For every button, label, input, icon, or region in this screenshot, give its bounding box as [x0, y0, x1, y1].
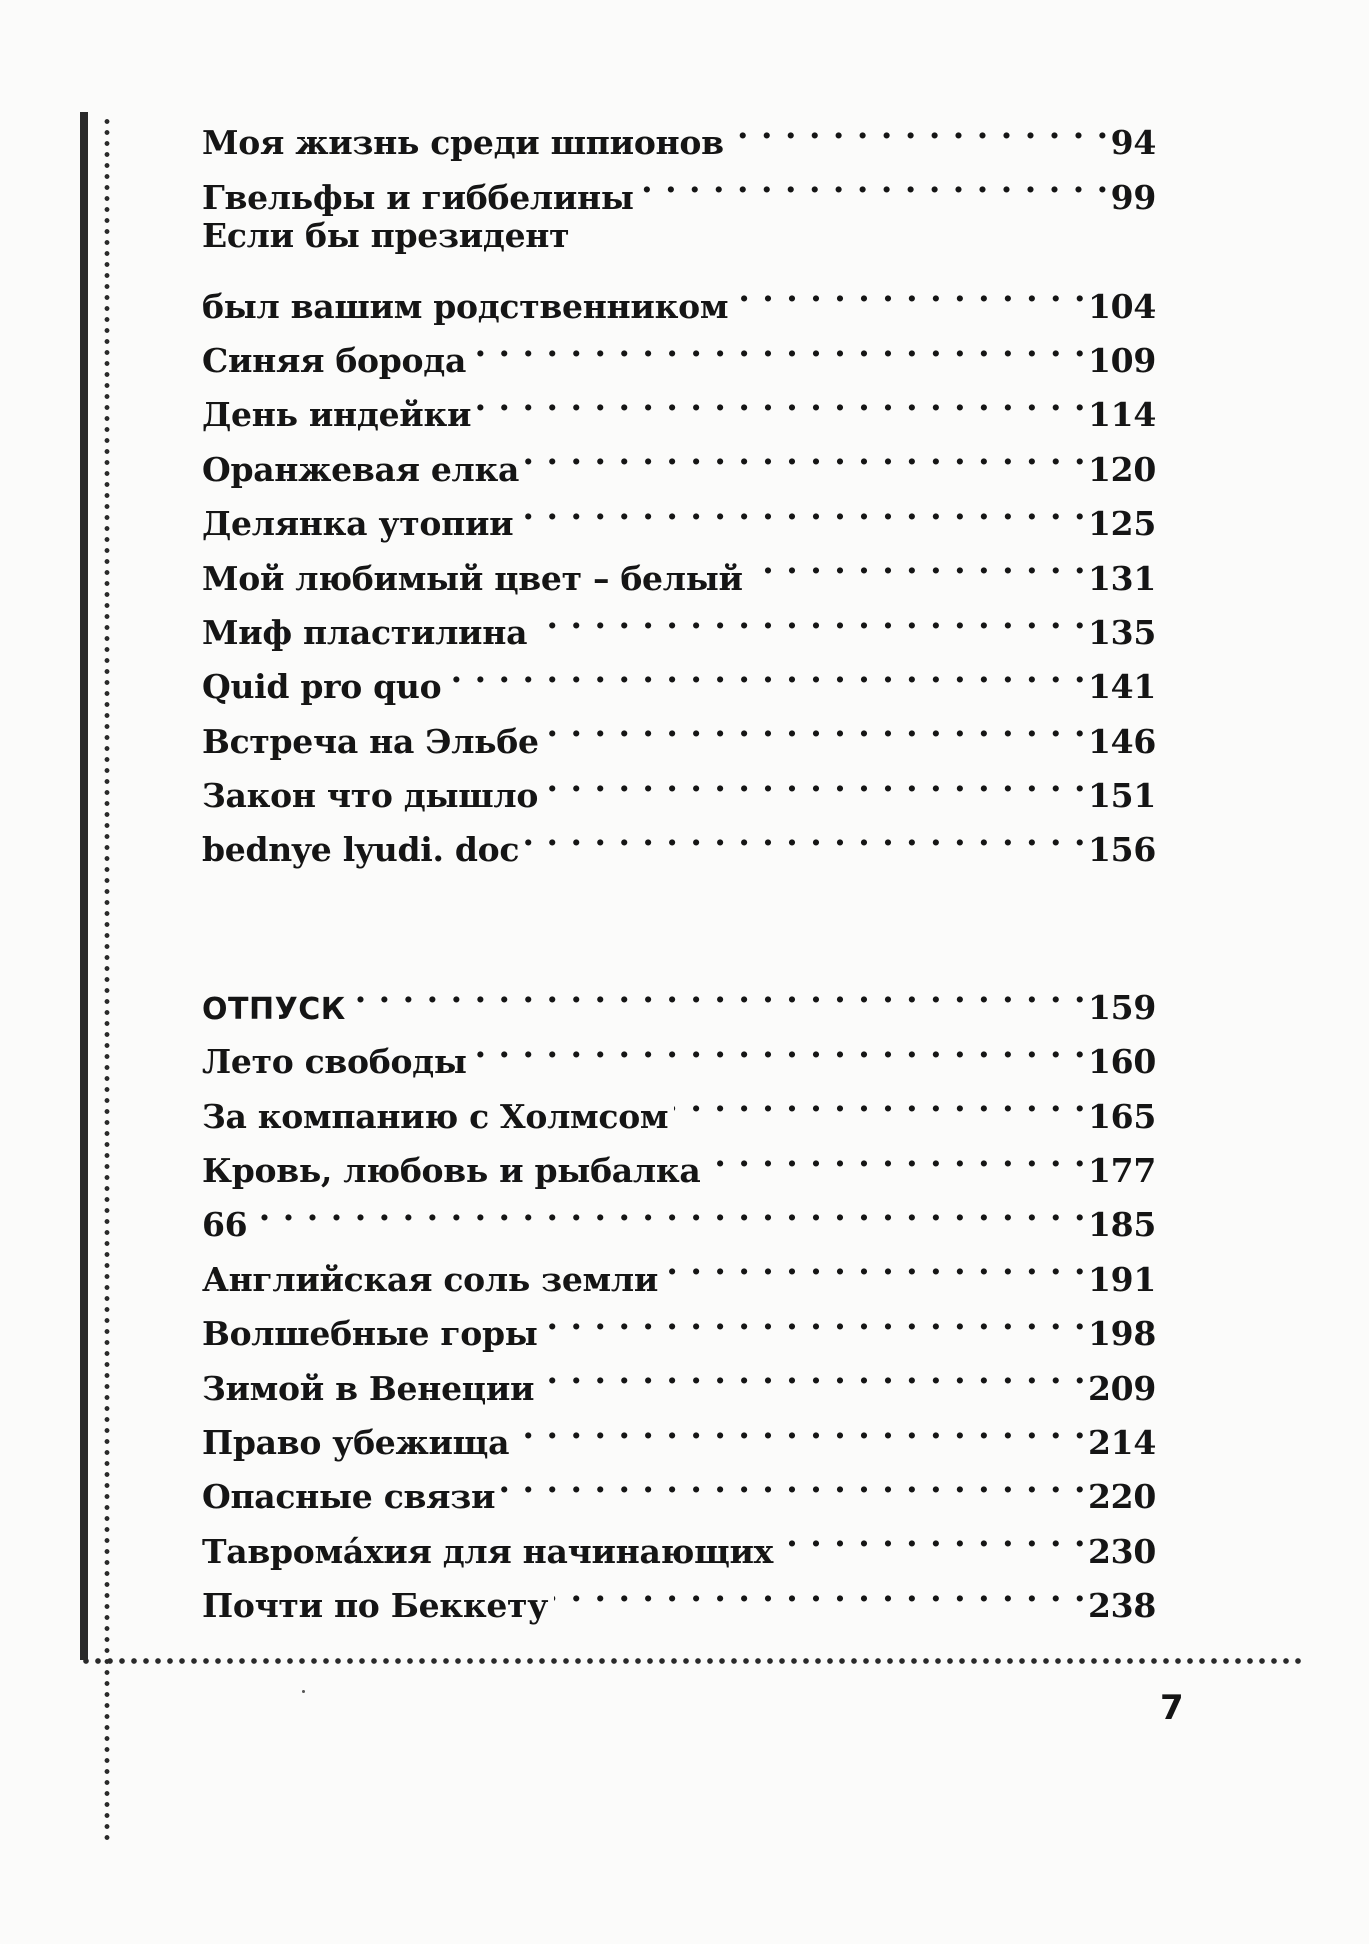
toc-entry-title: Волшебные горы [202, 1314, 538, 1354]
toc-entry-title: Почти по Беккету [202, 1586, 549, 1626]
toc-entry-title-line2: был вашим родственником [202, 286, 729, 326]
toc-entry-title: Миф пластилина [202, 612, 528, 652]
page-number: 7 [1160, 1688, 1184, 1728]
dot-leader [545, 698, 1086, 752]
left-margin-bar [80, 112, 88, 1660]
toc-entry-page: 159 [1088, 987, 1156, 1027]
toc-entry-title: Оранжевая елка [202, 449, 520, 489]
dot-leader [501, 1454, 1086, 1508]
dot-leader [734, 263, 1086, 317]
dot-leader [525, 426, 1086, 480]
toc-entry-page: 160 [1088, 1042, 1156, 1082]
toc-entry-title: День индейки [202, 395, 472, 435]
dot-leader [730, 100, 1109, 154]
dot-leader [544, 753, 1086, 807]
toc-entry-page: 230 [1088, 1531, 1156, 1571]
dot-leader [352, 964, 1086, 1018]
toc-entry [202, 100, 1156, 163]
toc-entry-title: 66 [202, 1205, 248, 1245]
print-speck [302, 1690, 305, 1693]
toc-entry [202, 1236, 1156, 1299]
dot-leader [554, 1563, 1086, 1617]
dot-leader [472, 318, 1086, 372]
left-dotted-border [104, 116, 110, 1842]
dot-leader [779, 1508, 1086, 1562]
dot-leader [519, 481, 1086, 535]
table-of-contents [202, 100, 1156, 1626]
toc-entry-page: 198 [1088, 1314, 1156, 1354]
toc-entry-page: 131 [1088, 558, 1156, 598]
toc-entry-page: 94 [1110, 123, 1156, 163]
dot-leader [674, 1073, 1086, 1127]
dot-leader [749, 535, 1086, 589]
toc-entry-page: 185 [1088, 1205, 1156, 1245]
dot-leader [473, 1019, 1086, 1073]
toc-entry-title: Опасные связи [202, 1477, 496, 1517]
toc-entry-title: Синяя борода [202, 340, 467, 380]
dot-leader [515, 1400, 1086, 1454]
dot-leader [706, 1128, 1086, 1182]
toc-entry-title: Зимой в Венеции [202, 1368, 535, 1408]
toc-entry-title: Встреча на Эльбе [202, 721, 539, 761]
toc-entry-title: bednye lyudi. doc [202, 830, 520, 870]
toc-entry-page: 141 [1088, 667, 1156, 707]
toc-entry-title: Право убежища [202, 1422, 510, 1462]
toc-entry-title: Quid pro quo [202, 667, 442, 707]
dot-leader [447, 644, 1086, 698]
toc-entry-page: 114 [1088, 395, 1156, 435]
dot-leader [664, 1236, 1086, 1290]
dot-leader [540, 1345, 1086, 1399]
dot-leader [544, 1291, 1086, 1345]
toc-entry-page: 120 [1088, 449, 1156, 489]
toc-entry-page: 220 [1088, 1477, 1156, 1517]
section-title: ОТПУСК [202, 991, 346, 1027]
dot-leader [533, 590, 1086, 644]
toc-entry-title: Моя жизнь среди шпионов [202, 123, 724, 163]
toc-entry-title: Мой любимый цвет – белый [202, 558, 743, 598]
toc-entry-title: Кровь, любовь и рыбалка [202, 1151, 701, 1191]
dot-leader [525, 807, 1086, 861]
toc-entry [202, 263, 1156, 326]
toc-entry-title: Гвельфы и гиббелины [202, 177, 634, 217]
toc-entry-page: 104 [1088, 286, 1156, 326]
bottom-dotted-border [80, 1656, 1302, 1666]
toc-entry-page: 165 [1088, 1096, 1156, 1136]
toc-entry-title: Тавромáхия для начинающих [202, 1531, 774, 1571]
toc-entry-page: 135 [1088, 612, 1156, 652]
toc-entry-page: 99 [1110, 177, 1156, 217]
dot-leader [253, 1182, 1086, 1236]
toc-entry-page: 125 [1088, 504, 1156, 544]
toc-entry-page: 214 [1088, 1422, 1156, 1462]
toc-entry-page: 191 [1088, 1259, 1156, 1299]
toc-entry [202, 1182, 1156, 1245]
toc-entry-title: Закон что дышло [202, 776, 539, 816]
toc-entry-title: Английская соль земли [202, 1259, 659, 1299]
dot-leader [640, 154, 1109, 208]
toc-entry-page: 156 [1088, 830, 1156, 870]
toc-entry-title: За компанию с Холмсом [202, 1096, 669, 1136]
toc-section-heading [202, 964, 1156, 1027]
dot-leader [477, 372, 1086, 426]
toc-entry-page: 146 [1088, 721, 1156, 761]
toc-entry-title: Лето свободы [202, 1042, 467, 1082]
toc-entry-title-line1: Если бы президент [202, 215, 570, 255]
toc-entry-page: 109 [1088, 340, 1156, 380]
toc-entry-title: Делянка утопии [202, 504, 514, 544]
toc-entry-page: 209 [1088, 1368, 1156, 1408]
toc-entry-page: 177 [1088, 1151, 1156, 1191]
toc-entry-page: 151 [1088, 776, 1156, 816]
toc-entry-page: 238 [1088, 1586, 1156, 1626]
